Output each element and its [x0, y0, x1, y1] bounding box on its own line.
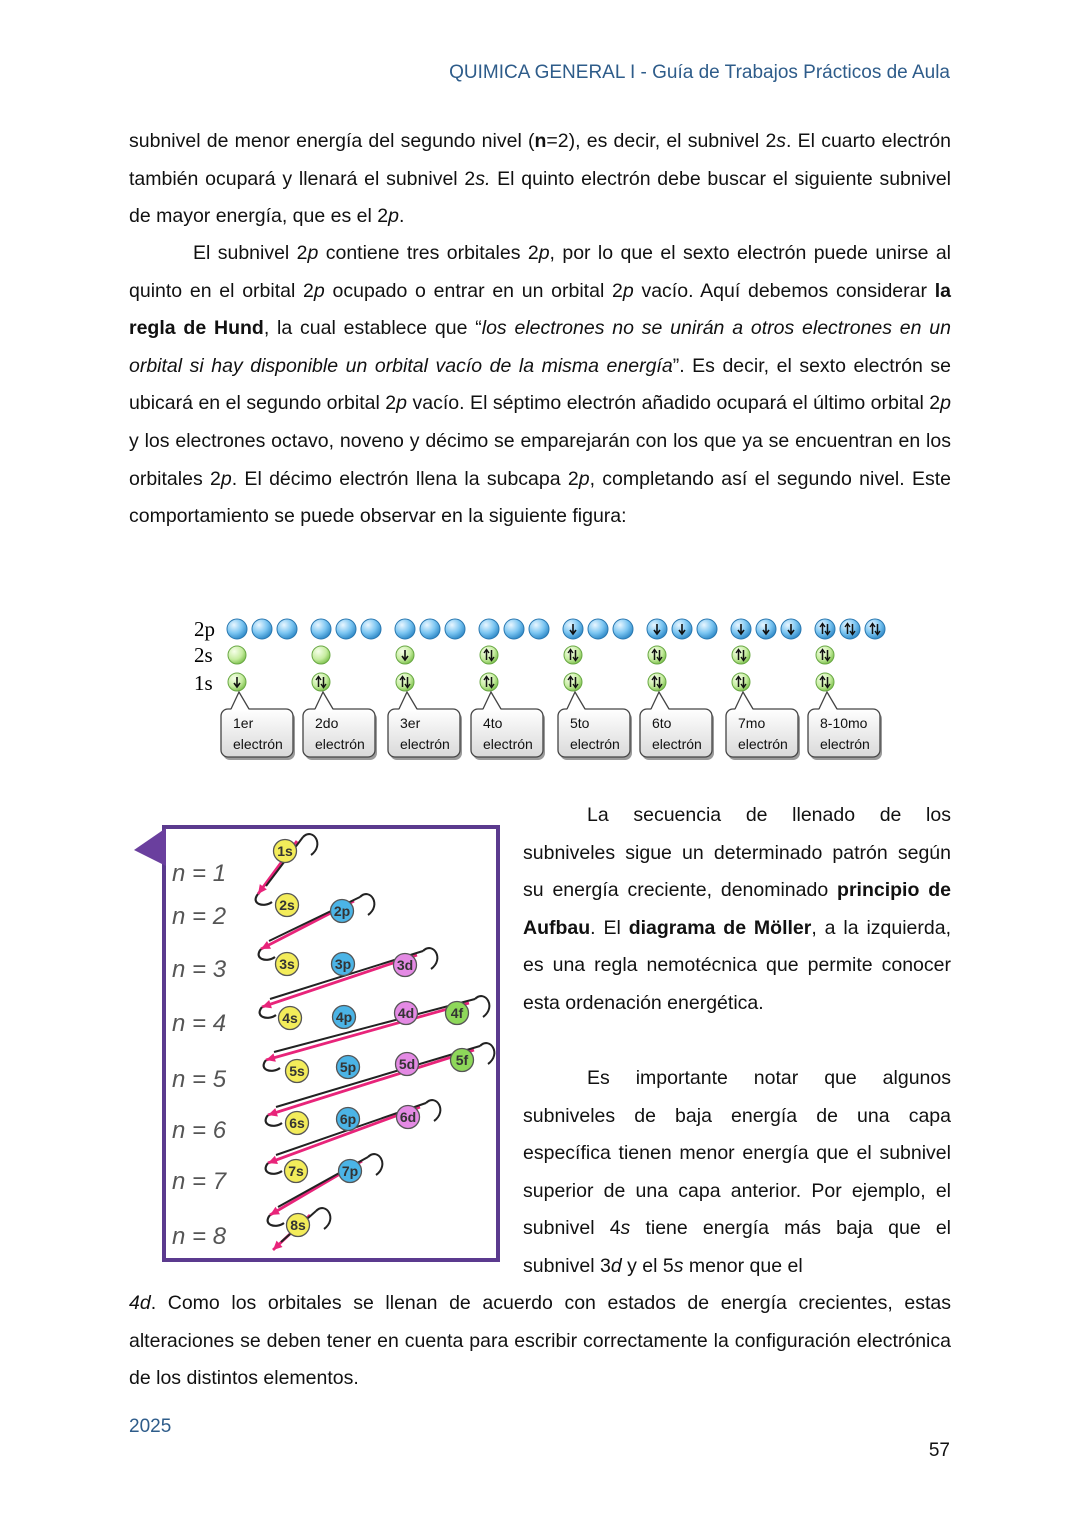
side-paragraph-1: La secuencia de llenado de los subniveles sigue un determinado patrón según su energía creciente, denominado principio de Aufbau. El diagrama de Möller, a la izquierda, es una regla nemotécnica que permite conocer esta ordenación energética. [523, 804, 951, 1014]
orbital-2p [815, 619, 835, 639]
diagram-frame [164, 827, 498, 1260]
callout-label-1: 5to [570, 715, 590, 731]
level-label: n = 2 [172, 903, 227, 930]
sublevel-6p [337, 1108, 360, 1131]
electron-column [558, 619, 633, 760]
moller-diagram [130, 820, 510, 1270]
side-paragraph-2: Es importante notar que algunos subniveles de baja energía de una capa específica tienen menor energía que el subnivel superior de una capa anterior. Por ejemplo, el subnivel 4s tiene energía más baja que el subnivel 3d y el 5s menor que el [523, 1067, 951, 1277]
electron-column [221, 619, 297, 760]
orbital-2p [479, 619, 499, 639]
orbital-2p [336, 619, 356, 639]
sublevel-3s [276, 953, 299, 976]
sublevel-5p [337, 1056, 360, 1079]
sublevel-2p [331, 900, 354, 923]
orbital-2s [816, 646, 834, 664]
callout-label-1: 2do [315, 715, 339, 731]
sublevel-1s [274, 840, 297, 863]
paragraph-final: 4d. Como los orbitales se llenan de acuerdo con estados de energía crecientes, estas alteraciones se deben tener en cuenta para escribir correctamente la configuración electrónica de los distintos elementos. [129, 1292, 951, 1390]
callout-label-1: 6to [652, 715, 672, 731]
orbital-2p [361, 619, 381, 639]
electron-column [808, 619, 885, 760]
orbital-2p [445, 619, 465, 639]
svg-text:6d: 6d [399, 1109, 417, 1125]
svg-text:3s: 3s [279, 956, 295, 972]
callout-label-1: 1er [233, 715, 254, 731]
callout-label-2: electrón [738, 736, 788, 752]
orbital-2p [613, 619, 633, 639]
sublevel-3d [394, 954, 417, 977]
callout-label-2: electrón [400, 736, 450, 752]
orbital-filling-figure [0, 605, 1080, 765]
orbital-2s [564, 646, 582, 664]
orbital-2p [227, 619, 247, 639]
svg-text:7p: 7p [341, 1163, 359, 1179]
svg-text:2p: 2p [333, 903, 351, 919]
orbital-2s [732, 646, 750, 664]
sublevel-4d [395, 1002, 418, 1025]
svg-text:5f: 5f [455, 1052, 469, 1068]
sublevel-5f [451, 1049, 474, 1072]
sublevel-5s [286, 1060, 309, 1083]
sublevel-8s [287, 1214, 310, 1237]
svg-text:6p: 6p [339, 1111, 357, 1127]
sublevel-4p [333, 1006, 356, 1029]
svg-text:1s: 1s [277, 843, 293, 859]
sublevel-7p [339, 1160, 362, 1183]
callout-label-1: 7mo [738, 715, 766, 731]
electron-column [726, 619, 801, 760]
level-label: n = 5 [172, 1066, 227, 1093]
level-label: n = 3 [172, 956, 227, 983]
sublevel-6s [286, 1112, 309, 1135]
orbital-2s [228, 646, 246, 664]
level-label: n = 6 [172, 1117, 227, 1144]
orbital-2p [865, 619, 885, 639]
svg-text:6s: 6s [289, 1115, 305, 1131]
orbital-2p [252, 619, 272, 639]
sublevel-3p [332, 953, 355, 976]
orbital-2s [312, 646, 330, 664]
page-number: 57 [928, 1440, 950, 1461]
running-header: QUIMICA GENERAL I - Guía de Trabajos Prácticos de Aula [449, 62, 950, 83]
callout-label-2: electrón [820, 736, 870, 752]
orbital-2p [311, 619, 331, 639]
callout-label-2: electrón [652, 736, 702, 752]
electron-column [388, 619, 465, 760]
svg-text:2s: 2s [279, 897, 295, 913]
svg-text:3p: 3p [334, 956, 352, 972]
row-label-2p: 2p [194, 617, 215, 641]
level-label: n = 4 [172, 1010, 227, 1037]
electron-column [471, 619, 549, 760]
callout-label-1: 8-10mo [820, 715, 868, 731]
orbital-1s [648, 673, 666, 691]
callout-label-2: electrón [483, 736, 533, 752]
paragraph-2: El subnivel 2p contiene tres orbitales 2p, por lo que el sexto electrón puede unirse al quinto en el orbital 2p ocupado o entrar en un orbital 2p vacío. Aquí debemos considerar la regla de Hund, la cual establece que “los electrones no se unirán a otros electrones en un orbital si hay disponible un orbital vacío de la misma energía”. Es decir, el sexto electrón se ubicará en el segundo orbital 2p vacío. El séptimo electrón añadido ocupará el último orbital 2p y los electrones octavo, noveno y décimo se emparejarán con los que ya se encuentran en los orbitales 2p. El décimo electrón llena la subcapa 2p, completando así el segundo nivel. Este comportamiento se puede observar en la siguiente figura: [129, 242, 952, 528]
level-label: n = 7 [172, 1168, 227, 1195]
footer-year: 2025 [129, 1416, 172, 1437]
svg-text:4s: 4s [282, 1010, 298, 1026]
callout-label-1: 4to [483, 715, 503, 731]
sublevel-5d [396, 1053, 419, 1076]
sublevel-4f [446, 1002, 469, 1025]
orbital-1s [816, 673, 834, 691]
electron-column [303, 619, 381, 760]
sublevel-4s [279, 1007, 302, 1030]
orbital-2p [395, 619, 415, 639]
orbital-2p [697, 619, 717, 639]
orbital-2s [480, 646, 498, 664]
orbital-2p [420, 619, 440, 639]
orbital-1s [396, 673, 414, 691]
svg-text:4d: 4d [397, 1005, 415, 1021]
svg-text:3d: 3d [396, 957, 414, 973]
callout-label-2: electrón [315, 736, 365, 752]
orbital-2s [648, 646, 666, 664]
svg-text:7s: 7s [288, 1163, 304, 1179]
callout-label-1: 3er [400, 715, 421, 731]
level-label: n = 8 [172, 1223, 227, 1250]
orbital-2p [504, 619, 524, 639]
sublevel-6d [397, 1106, 420, 1129]
orbital-1s [480, 673, 498, 691]
orbital-2p [840, 619, 860, 639]
svg-text:4p: 4p [335, 1009, 353, 1025]
level-label: n = 1 [172, 860, 227, 887]
orbital-1s [564, 673, 582, 691]
svg-text:5p: 5p [339, 1059, 357, 1075]
orbital-1s [732, 673, 750, 691]
orbital-2p [529, 619, 549, 639]
callout-label-2: electrón [570, 736, 620, 752]
svg-text:4f: 4f [450, 1005, 464, 1021]
corner-flag [134, 828, 166, 866]
orbital-1s [312, 673, 330, 691]
electron-column [640, 619, 717, 760]
svg-text:5d: 5d [398, 1056, 416, 1072]
svg-text:5s: 5s [289, 1063, 305, 1079]
row-label-2s: 2s [194, 643, 213, 667]
orbital-2p [588, 619, 608, 639]
sublevel-7s [285, 1160, 308, 1183]
svg-text:8s: 8s [290, 1217, 306, 1233]
orbital-2p [277, 619, 297, 639]
row-label-1s: 1s [194, 671, 213, 695]
paragraph-1: subnivel de menor energía del segundo nivel (n=2), es decir, el subnivel 2s. El cuarto electrón también ocupará y llenará el subnivel 2s. El quinto electrón debe buscar el siguiente subnivel de mayor energía, que es el 2p. [129, 130, 952, 228]
callout-label-2: electrón [233, 736, 283, 752]
sublevel-2s [276, 894, 299, 917]
